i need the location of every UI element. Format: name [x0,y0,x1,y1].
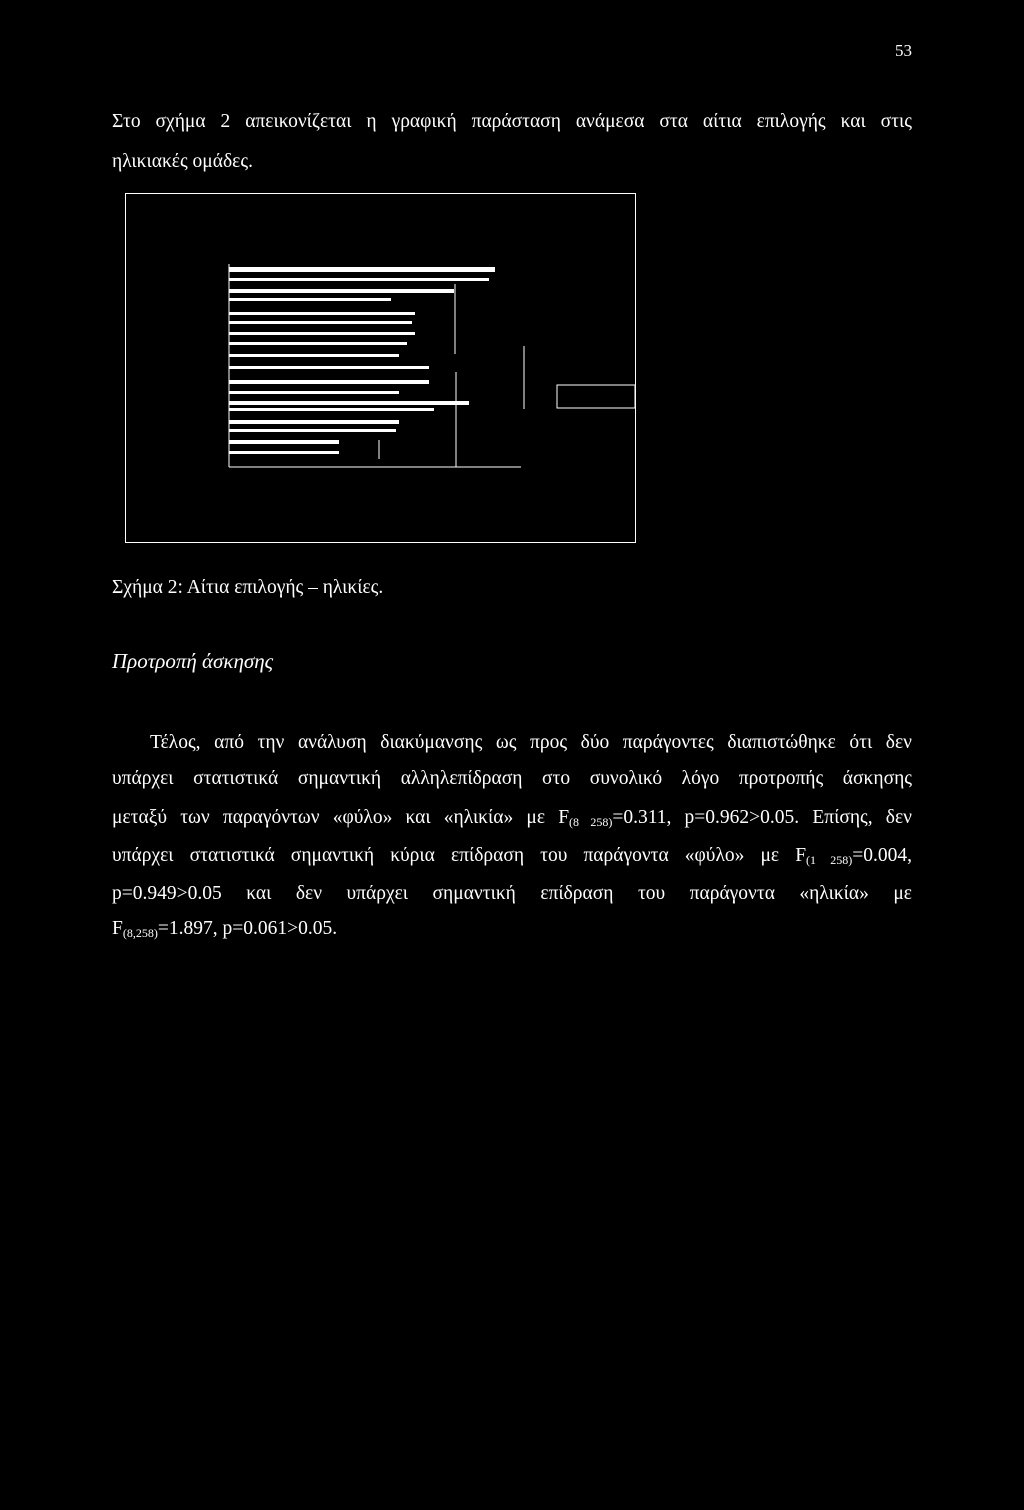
stat-df-age: (8,258) [122,926,158,940]
body-line-3 [112,807,912,829]
figure-bar [229,420,399,424]
figure-bar [229,267,495,272]
body-line-4 [112,845,912,867]
body-line-4-part-a: υπάρχει στατιστικά σημαντική κύρια επίδραση του παράγοντα «φύλο» με F [112,845,807,866]
body-line-6-part-b: =1.897, p=0.061>0.05. [157,918,338,939]
body-line-2: υπάρχει στατιστικά σημαντική αλληλεπίδραση στο συνολικό λόγο προτροπής άσκησης [112,768,912,789]
figure-bar [229,332,415,335]
stat-df-gender: (1 258) [806,853,853,867]
figure-bar [229,354,399,357]
body-line-3-part-b: =0.311, p=0.962>0.05. Επίσης, δεν [612,807,912,828]
figure-2-frame [125,193,636,543]
figure-bar [229,440,339,444]
figure-bar [229,401,469,405]
figure-2-graphic [126,194,637,544]
figure-bar [229,366,429,369]
body-line-1: Τέλος, από την ανάλυση διακύμανσης ως προς δύο παράγοντες διαπιστώθηκε ότι δεν [150,732,912,753]
section-heading: Προτροπή άσκησης [112,649,274,673]
figure-bar [229,429,396,432]
figure-bar [229,408,434,411]
figure-caption: Σχήμα 2: Αίτια επιλογής – ηλικίες. [112,577,384,598]
intro-line-1: Στο σχήμα 2 απεικονίζεται η γραφική παράσταση ανάμεσα στα αίτια επιλογής και στις [112,111,912,132]
body-line-6 [112,918,337,940]
figure-bar [229,380,429,384]
figure-bar [229,321,412,324]
figure-legend-box [557,385,635,408]
figure-bar [229,391,399,394]
figure-bar [229,278,489,281]
figure-bar [229,451,339,454]
body-line-4-part-b: =0.004, [852,845,912,866]
intro-line-2: ηλικιακές ομάδες. [112,151,253,172]
figure-bar [229,312,415,315]
figure-bar [229,342,407,345]
body-line-6-part-a: F [112,918,123,939]
page-number: 53 [895,41,912,60]
stat-df-interaction: (8 258) [569,815,613,829]
body-line-5: p=0.949>0.05 και δεν υπάρχει σημαντική επίδραση του παράγοντα «ηλικία» με [112,883,912,904]
body-line-3-part-a: μεταξύ των παραγόντων «φύλο» και «ηλικία» με F [112,807,570,828]
figure-bar [229,289,454,293]
figure-bar [229,298,391,301]
